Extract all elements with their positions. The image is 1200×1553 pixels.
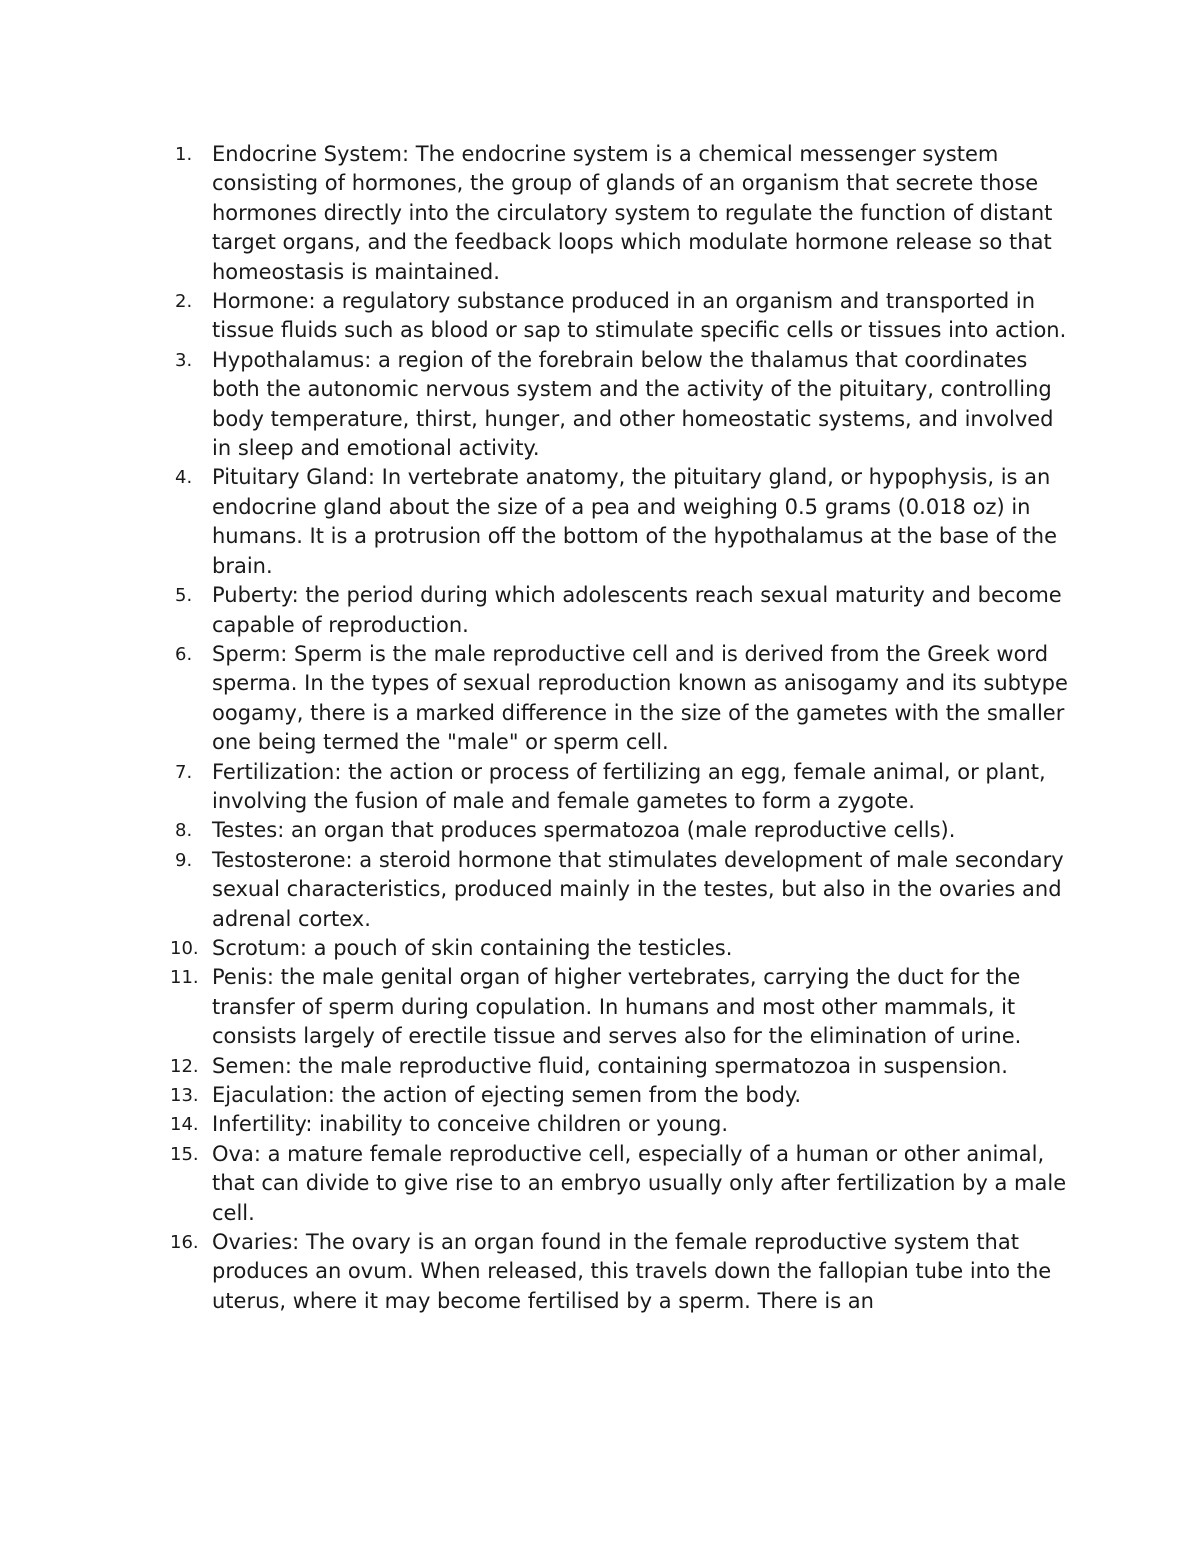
item-number: 16.: [170, 1232, 199, 1254]
list-item: [170, 581, 1070, 640]
item-number: 8.: [175, 820, 193, 842]
list-item: [170, 463, 1070, 581]
item-text: Scrotum: a pouch of skin containing the testicles.: [212, 935, 733, 960]
list-item: [170, 287, 1070, 346]
list-item: [170, 1110, 1070, 1139]
list-item: [170, 140, 1070, 287]
list-item: [170, 1081, 1070, 1110]
item-number: 13.: [170, 1085, 199, 1106]
item-text: Puberty: the period during which adolescents reach sexual maturity and become capable of reproduction.: [212, 583, 1062, 637]
item-text: Ova: a mature female reproductive cell, especially of a human or other animal, that can divide to give rise to an embryo usually only after fertilization by a male cell.: [212, 1141, 1067, 1225]
item-number: 11.: [170, 967, 199, 989]
item-number: 1.: [175, 144, 193, 165]
item-text: Hormone: a regulatory substance produced in an organism and transported in tissue fluids such as blood or sap to stimulate specific cells or tissues into action.: [212, 289, 1067, 343]
item-number: 5.: [175, 585, 193, 607]
item-number: 6.: [175, 643, 193, 665]
item-text: Testosterone: a steroid hormone that stimulates development of male secondary sexual characteristics, produced mainly in the testes, but also in the ovaries and adrenal cortex.: [212, 847, 1064, 931]
item-number: 9.: [175, 849, 193, 871]
list-item: [170, 1140, 1070, 1228]
list-item: [170, 758, 1070, 817]
list-item: [170, 640, 1070, 758]
item-number: 14.: [170, 1114, 199, 1136]
item-text: Hypothalamus: a region of the forebrain below the thalamus that coordinates both the autonomic nervous system and the activity of the pituitary, controlling body temperature, thirst, hunger, and other homeostatic systems, and involved in sleep and emotional activity.: [212, 347, 1054, 461]
item-text: Ejaculation: the action of ejecting semen from the body.: [212, 1083, 802, 1107]
list-item: [170, 346, 1070, 464]
item-number: 4.: [175, 467, 193, 489]
item-text: Sperm: Sperm is the male reproductive cell and is derived from the Greek word sperma. In the types of sexual reproduction known as anisogamy and its subtype oogamy, there is a marked difference in the size of the gametes with the smaller one being termed the "male" or sperm cell.: [212, 641, 1068, 755]
item-number: 10.: [170, 937, 199, 959]
list-item: [170, 1228, 1070, 1316]
item-number: 2.: [175, 291, 193, 313]
list-item: [170, 846, 1070, 934]
item-number: 7.: [175, 761, 193, 783]
item-text: Infertility: inability to conceive children or young.: [212, 1112, 729, 1137]
item-text: Pituitary Gland: In vertebrate anatomy, the pituitary gland, or hypophysis, is an endocrine gland about the size of a pea and weighing 0.5 grams (0.018 oz) in humans. It is a protrusion off the bottom of the hypothalamus at the base of the brain.: [212, 465, 1058, 578]
item-text: Fertilization: the action or process of fertilizing an egg, female animal, or plant, involving the fusion of male and female gametes to form a zygote.: [212, 759, 1046, 813]
item-number: 15.: [170, 1143, 199, 1165]
glossary-list: [170, 140, 1070, 1316]
item-text: Penis: the male genital organ of higher vertebrates, carrying the duct for the transfer of sperm during copulation. In humans and most other mammals, it consists largely of erectile tissue and serves also for the elimination of urine.: [212, 965, 1022, 1049]
list-item: [170, 1052, 1070, 1081]
item-text: Semen: the male reproductive fluid, containing spermatozoa in suspension.: [212, 1053, 1008, 1078]
list-item: [170, 816, 1070, 845]
item-number: 12.: [170, 1055, 199, 1077]
item-number: 3.: [175, 349, 193, 371]
item-text: Ovaries: The ovary is an organ found in the female reproductive system that produces an ovum. When released, this travels down the fallopian tube into the uterus, where it may become fertilised by a sperm. There is an: [212, 1230, 1052, 1313]
item-text: Testes: an organ that produces spermatozoa (male reproductive cells).: [212, 818, 956, 843]
item-text: Endocrine System: The endocrine system is a chemical messenger system consisting of hormones, the group of glands of an organism that secrete those hormones directly into the circulatory system to regulate the function of distant target organs, and the feedback loops which modulate hormone release so that homeostasis is maintained.: [212, 142, 1053, 284]
list-item: [170, 963, 1070, 1051]
list-item: [170, 934, 1070, 963]
